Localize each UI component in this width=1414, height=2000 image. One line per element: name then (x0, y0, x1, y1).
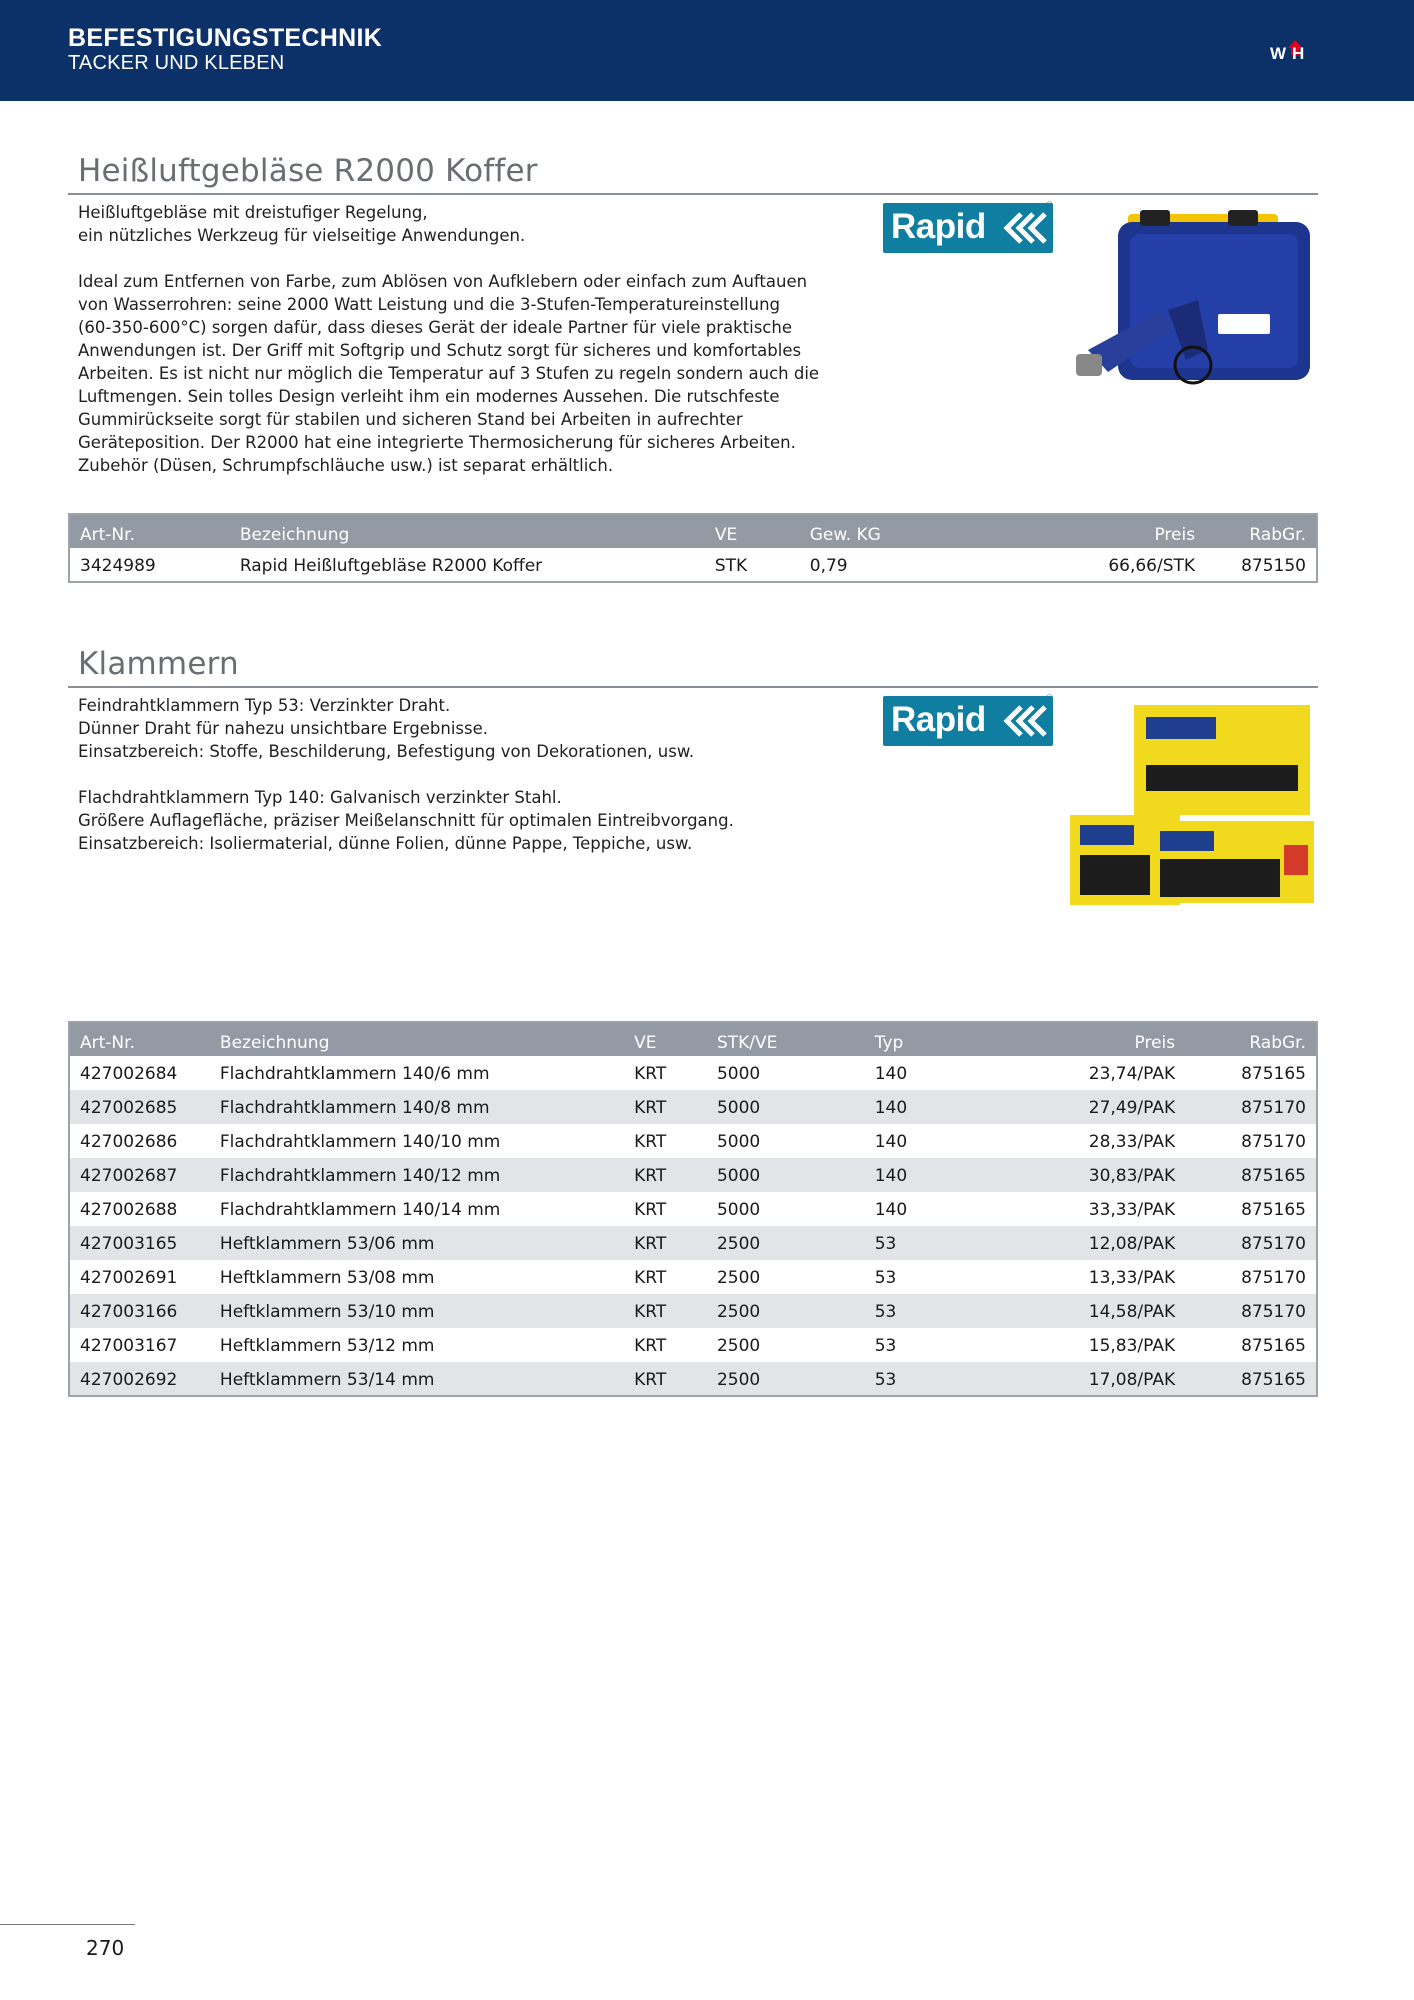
discount-group: 875170 (1241, 1268, 1306, 1288)
section-divider (68, 686, 1318, 688)
discount-group: 875165 (1241, 1064, 1306, 1084)
rapid-chevrons-icon (1003, 212, 1047, 244)
column-header: Preis (990, 1022, 1185, 1056)
product-name: Heftklammern 53/08 mm (219, 1268, 435, 1288)
column-header: RabGr. (1185, 1022, 1317, 1056)
table-row (69, 1090, 1317, 1124)
company-logo-text: WH (1270, 44, 1311, 63)
table-row (69, 1192, 1317, 1226)
page-footer-rule (0, 1924, 135, 1925)
price: 14,58/PAK (990, 1294, 1185, 1328)
article-number: 427003165 (69, 1226, 210, 1260)
type: 140 (874, 1200, 908, 1220)
article-number: 427002686 (80, 1132, 178, 1152)
pieces-per-unit: 2500 (716, 1336, 761, 1356)
article-number: 3424989 (80, 555, 156, 576)
description-paragraph: Feindrahtklammern Typ 53: Verzinkter Draht. Dünner Draht für nahezu unsichtbare Ergebnisse. Einsatzbereich: Stoffe, Beschilderung, Befestigung von Dekorationen, usw. (78, 696, 695, 761)
rapid-logo-text: Rapid (891, 700, 986, 739)
page-header (0, 0, 1414, 101)
table-header-row (69, 514, 1317, 548)
staples-description (78, 694, 858, 855)
unit: KRT (624, 1090, 707, 1124)
type: 140 (865, 1158, 991, 1192)
price: 13,33/PAK (1088, 1268, 1176, 1288)
unit: KRT (624, 1158, 707, 1192)
price: 15,83/PAK (1088, 1336, 1176, 1356)
pieces-per-unit: 2500 (716, 1268, 761, 1288)
product-name: Heftklammern 53/14 mm (210, 1362, 624, 1396)
table-row (69, 1056, 1317, 1090)
price: 27,49/PAK (990, 1090, 1185, 1124)
discount-group: 875165 (1241, 1336, 1306, 1356)
article-number: 427002684 (80, 1064, 178, 1084)
column-header: VE (705, 514, 800, 548)
type: 140 (874, 1064, 908, 1084)
article-number: 427003167 (80, 1336, 178, 1356)
product-name: Heftklammern 53/10 mm (210, 1294, 624, 1328)
heat-gun-case-image (1068, 200, 1318, 390)
pieces-per-unit: 2500 (707, 1294, 865, 1328)
staples-table (68, 1021, 1318, 1397)
category-subtitle: TACKER UND KLEBEN (68, 52, 285, 74)
type: 53 (865, 1226, 991, 1260)
price: 12,08/PAK (990, 1226, 1185, 1260)
heat-gun-table (68, 513, 1318, 583)
unit: KRT (634, 1200, 667, 1220)
type: 140 (865, 1090, 991, 1124)
table-row (69, 1124, 1317, 1158)
column-header: Art-Nr. (69, 1022, 210, 1056)
price: 28,33/PAK (1088, 1132, 1176, 1152)
product-name: Heftklammern 53/12 mm (219, 1336, 435, 1356)
unit: KRT (624, 1294, 707, 1328)
discount-group: 875170 (1185, 1090, 1317, 1124)
table-row (69, 548, 1317, 582)
table-row (69, 1328, 1317, 1362)
type: 53 (874, 1336, 897, 1356)
page-number: 270 (86, 1936, 125, 1960)
unit: KRT (634, 1268, 667, 1288)
pieces-per-unit: 5000 (707, 1158, 865, 1192)
column-header: Typ (865, 1022, 991, 1056)
unit: STK (714, 555, 748, 576)
rapid-chevrons-icon (1003, 705, 1047, 737)
column-header: Preis (969, 514, 1205, 548)
section-title-staples: Klammern (78, 646, 239, 682)
company-logo (1270, 36, 1320, 66)
section-title-heat-gun: Heißluftgebläse R2000 Koffer (78, 153, 538, 189)
weight: 0,79 (809, 555, 848, 576)
unit: KRT (634, 1336, 667, 1356)
column-header: Art-Nr. (69, 514, 230, 548)
table-row (69, 1260, 1317, 1294)
discount-group: 875170 (1185, 1294, 1317, 1328)
product-name: Flachdrahtklammern 140/6 mm (219, 1064, 490, 1084)
type: 53 (865, 1362, 991, 1396)
pieces-per-unit: 5000 (716, 1200, 761, 1220)
pieces-per-unit: 5000 (716, 1132, 761, 1152)
table-row (69, 1294, 1317, 1328)
registered-mark: ® (1045, 201, 1054, 211)
product-name: Flachdrahtklammern 140/14 mm (219, 1200, 501, 1220)
discount-group: 875165 (1185, 1158, 1317, 1192)
product-name: Flachdrahtklammern 140/8 mm (210, 1090, 624, 1124)
article-number: 427002688 (80, 1200, 178, 1220)
pieces-per-unit: 5000 (707, 1090, 865, 1124)
discount-group: 875170 (1185, 1226, 1317, 1260)
article-number: 427002692 (69, 1362, 210, 1396)
unit: KRT (624, 1362, 707, 1396)
pieces-per-unit: 2500 (707, 1362, 865, 1396)
column-header: Bezeichnung (230, 514, 705, 548)
type: 53 (865, 1294, 991, 1328)
article-number: 427002685 (69, 1090, 210, 1124)
price: 33,33/PAK (1088, 1200, 1176, 1220)
article-number: 427003166 (69, 1294, 210, 1328)
column-header: Bezeichnung (210, 1022, 624, 1056)
table-row (69, 1226, 1317, 1260)
staple-boxes-image (1064, 695, 1318, 910)
discount-group: 875170 (1241, 1132, 1306, 1152)
column-header: STK/VE (707, 1022, 865, 1056)
table-row (69, 1158, 1317, 1192)
price: 23,74/PAK (1088, 1064, 1176, 1084)
product-name: Rapid Heißluftgebläse R2000 Koffer (239, 555, 543, 576)
description-paragraph: Ideal zum Entfernen von Farbe, zum Ablösen von Aufklebern oder einfach zum Auftauen von Wasserrohren: seine 2000 Watt Leistung und die 3-Stufen-Temperatureinstellung (60-350-600°C) sorgen dafür, dass dieses Gerät der ideale Partner für viele praktische Anwendungen ist. Der Griff mit Softgrip und Schutz sorgt für sicheres und komfortables Arbeiten. Es ist nicht nur möglich die Temperatur auf 3 Stufen zu regeln sondern auch die Luftmengen. Sein tolles Design verleiht ihm ein modernes Aussehen. Die rutschfeste Gummirückseite sorgt für stabilen und sicheren Stand bei Arbeiten in aufrechter Geräteposition. Der R2000 hat eine integrierte Thermosicherung für sicheres Arbeiten. Zubehör (Düsen, Schrumpfschläuche usw.) ist separat erhältlich. (78, 272, 820, 475)
article-number: 427002691 (80, 1268, 178, 1288)
discount-group: 875165 (1185, 1362, 1317, 1396)
description-paragraph: Flachdrahtklammern Typ 140: Galvanisch verzinkter Stahl. Größere Auflagefläche, präziser Meißelanschnitt für optimalen Eintreibvorgang. Einsatzbereich: Isoliermaterial, dünne Folien, dünne Pappe, Teppiche, usw. (78, 788, 734, 853)
pieces-per-unit: 5000 (716, 1064, 761, 1084)
pieces-per-unit: 2500 (707, 1226, 865, 1260)
discount-group: 875165 (1241, 1200, 1306, 1220)
rapid-logo (883, 203, 1053, 253)
rapid-logo-text: Rapid (891, 207, 986, 246)
product-name: Heftklammern 53/06 mm (210, 1226, 624, 1260)
description-paragraph: Heißluftgebläse mit dreistufiger Regelung, ein nützliches Werkzeug für vielseitige Anwendungen. (78, 203, 526, 245)
price: 17,08/PAK (990, 1362, 1185, 1396)
heat-gun-description (78, 201, 858, 477)
column-header: VE (624, 1022, 707, 1056)
price: 30,83/PAK (990, 1158, 1185, 1192)
registered-mark: ® (1045, 694, 1054, 704)
table-row (69, 1362, 1317, 1396)
unit: KRT (624, 1226, 707, 1260)
type: 140 (874, 1132, 908, 1152)
product-name: Flachdrahtklammern 140/10 mm (219, 1132, 501, 1152)
table-header-row (69, 1022, 1317, 1056)
rapid-logo (883, 696, 1053, 746)
column-header: RabGr. (1205, 514, 1317, 548)
discount-group: 875150 (1241, 555, 1306, 576)
category-title: BEFESTIGUNGSTECHNIK (68, 24, 383, 52)
column-header: Gew. KG (800, 514, 970, 548)
unit: KRT (634, 1064, 667, 1084)
section-divider (68, 193, 1318, 195)
price: 66,66/STK (1108, 555, 1196, 576)
unit: KRT (634, 1132, 667, 1152)
product-name: Flachdrahtklammern 140/12 mm (210, 1158, 624, 1192)
article-number: 427002687 (69, 1158, 210, 1192)
type: 53 (874, 1268, 897, 1288)
